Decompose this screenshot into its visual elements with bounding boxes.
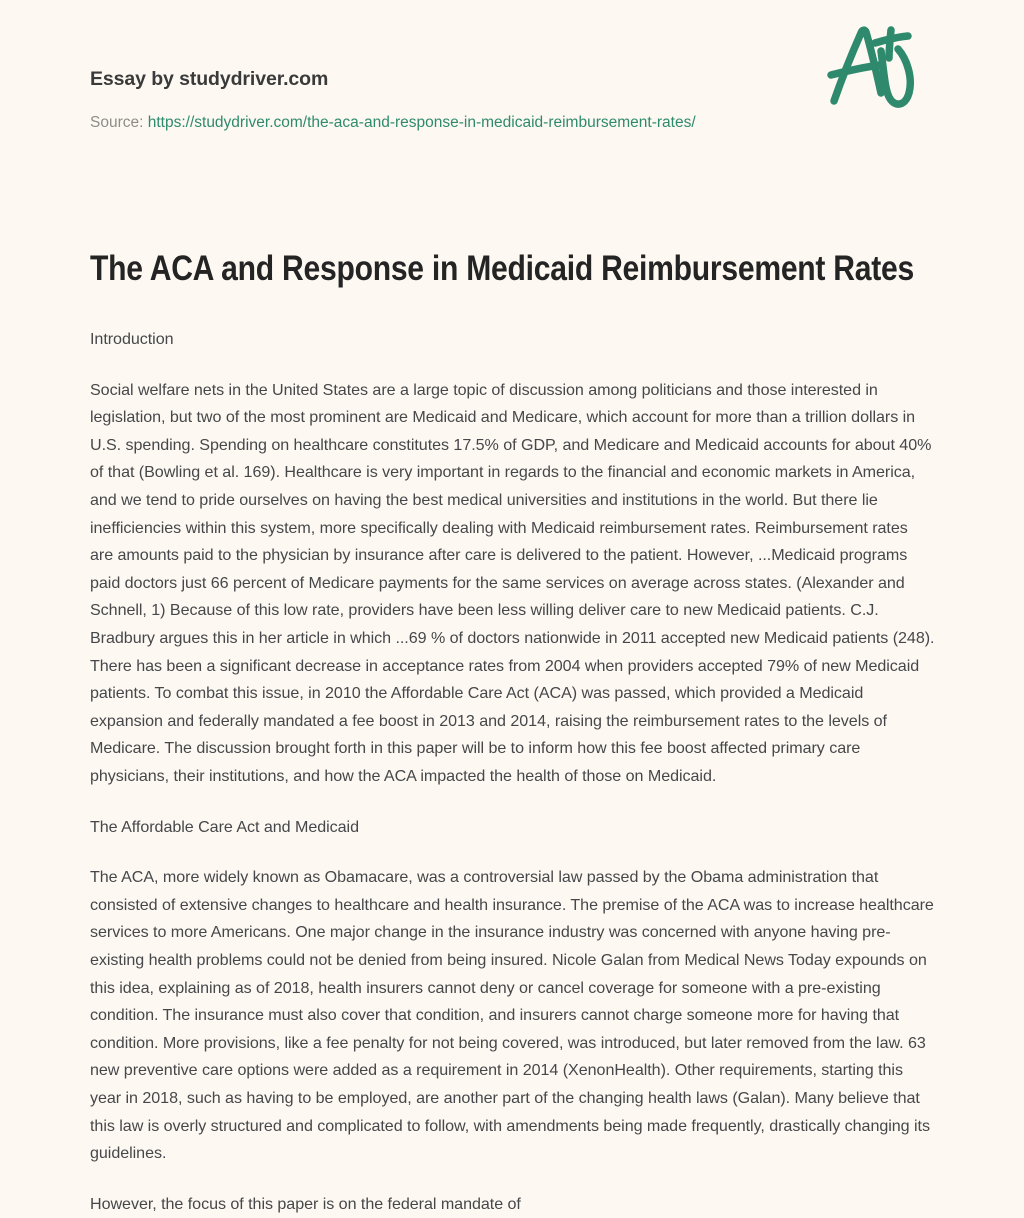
source-label: Source: bbox=[90, 114, 144, 132]
paragraph-introduction: Social welfare nets in the United States are a large topic of discussion among politicians and those interested in legislation, but two of the most prominent are Medicaid and Medicare, which account for more than a trillion dollars in U.S. spending. Spending on healthcare constitutes 17.5% of GDP, and Medicare and Medicaid accounts for about 40% of that (Bowling et al. 169). Healthcare is very important in regards to the financial and economic markets in America, and we tend to pride ourselves on having the best medical universities and institutions in the world. But there lie inefficiencies within this system, more specifically dealing with Medicaid reimbursement rates. Reimbursement rates are amounts paid to the physician by insurance after care is delivered to the patient. However, ...Medicaid programs paid doctors just 66 percent of Medicare payments for the same services on average across states. (Alexander and Schnell, 1) Because of this low rate, providers have been less willing deliver care to new Medicaid patients. C.J. Bradbury argues this in her article in which ...69 % of doctors nationwide in 2011 accepted new Medicaid patients (248). There has been a significant decrease in acceptance rates from 2004 when providers accepted 79% of new Medicaid patients. To combat this issue, in 2010 the Affordable Care Act (ACA) was passed, which provided a Medicaid expansion and federally mandated a fee boost in 2013 and 2014, raising the reimbursement rates to the levels of Medicare. The discussion brought forth in this paper will be to inform how this fee boost affected primary care physicians, their institutions, and how the ACA impacted the health of those on Medicaid. bbox=[90, 380, 935, 785]
paragraph-truncated-tail: However, the focus of this paper is on the federal mandate of bbox=[90, 1194, 521, 1213]
section-heading-introduction: Introduction bbox=[90, 330, 174, 349]
paragraph-aca-and-medicaid: The ACA, more widely known as Obamacare, was a controversial law passed by the Obama administration that consisted of extensive changes to healthcare and health insurance. The premise of the ACA was to increase healthcare services to more Americans. One major change in the insurance industry was concerned with anyone having pre-existing health problems could not be denied from being insured. Nicole Galan from Medical News Today expounds on this idea, explaining as of 2018, health insurers cannot deny or cancel coverage for someone with a pre-existing condition. The insurance must also cover that condition, and insurers cannot charge someone more for having that condition. More provisions, like a fee penalty for not being covered, was introduced, but later removed from the law. 63 new preventive care options were added as a requirement in 2014 (XenonHealth). Other requirements, starting this year in 2018, such as having to be employed, are another part of the changing health laws (Galan). Many believe that this law is overly structured and complicated to follow, with amendments being made frequently, drastically changing its guidelines. bbox=[90, 868, 934, 1163]
a-plus-icon bbox=[801, 0, 941, 137]
page-masthead bbox=[90, 0, 935, 133]
source-url-link[interactable]: https://studydriver.com/the-aca-and-response-in-medicaid-reimbursement-rates/ bbox=[147, 114, 696, 132]
article-body bbox=[90, 289, 935, 1218]
page-title: The ACA and Response in Medicaid Reimbursement Rates bbox=[90, 248, 915, 288]
section-heading-aca-and-medicaid: The Affordable Care Act and Medicaid bbox=[90, 817, 359, 836]
studydriver-aplus-logo bbox=[801, 0, 941, 137]
brand-byline: Essay by studydriver.com bbox=[90, 68, 329, 90]
